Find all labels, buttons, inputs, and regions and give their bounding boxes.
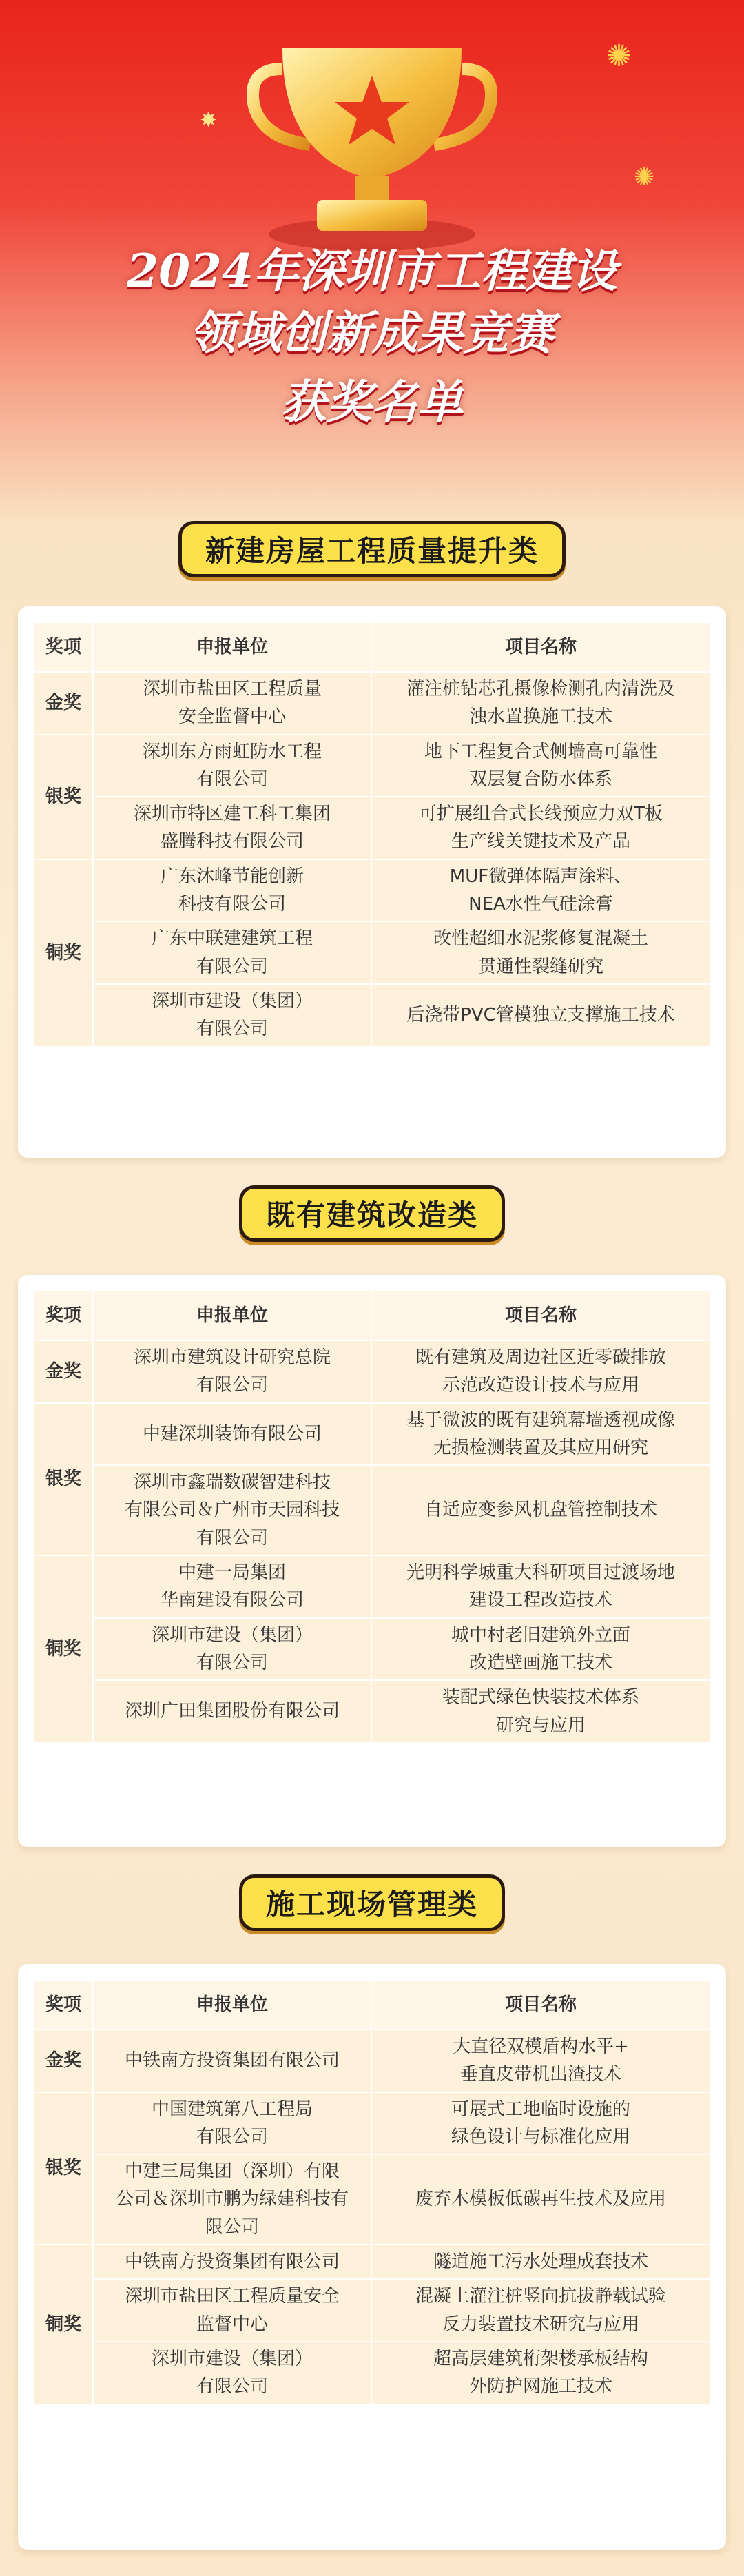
main-title-line-3: 获奖名单 <box>281 375 463 429</box>
project-name-cell <box>371 1555 710 1618</box>
cell-line: 深圳东方雨虹防水工程 <box>142 741 322 762</box>
section-heading-2: 既有建筑改造类 <box>239 1185 505 1242</box>
project-name-cell <box>371 921 710 984</box>
cell-line: 深圳市建设（集团） <box>151 2348 313 2369</box>
trophy-icon <box>234 28 510 255</box>
project-name-cell <box>371 735 710 797</box>
applicant-unit-cell <box>93 1618 371 1681</box>
cell-line: 后浇带PVC管模独立支撑施工技术 <box>406 1005 675 1026</box>
cell-line: 大直径双模盾构水平+ <box>453 2036 629 2057</box>
cell-line: 既有建筑及周边社区近零碳排放 <box>415 1347 666 1368</box>
project-name-cell <box>371 1340 710 1403</box>
cell-line: 广东沐峰节能创新 <box>160 866 304 887</box>
cell-line: 深圳市盐田区工程质量安全 <box>124 2286 340 2307</box>
table-row <box>34 921 710 984</box>
project-name-cell <box>371 2030 710 2092</box>
award-table-card <box>18 1275 726 1847</box>
main-title-line-2: 领域创新成果竞赛 <box>190 306 554 360</box>
table-row <box>34 1680 710 1743</box>
table-header-row <box>34 622 710 672</box>
applicant-unit-cell <box>93 984 371 1047</box>
cell-line: 中国建筑第八工程局 <box>151 2098 313 2120</box>
cell-line: 可展式工地临时设施的 <box>451 2098 630 2120</box>
table-row <box>34 984 710 1047</box>
header-award: 奖项 <box>34 622 93 672</box>
cell-line: 无损检测装置及其应用研究 <box>433 1437 648 1458</box>
award-level: 金奖 <box>34 672 93 735</box>
header-unit: 申报单位 <box>93 1980 371 2030</box>
cell-line: 中铁南方投资集团有限公司 <box>124 2251 340 2273</box>
applicant-unit-cell <box>93 1555 371 1618</box>
cell-line: 盛腾科技有限公司 <box>160 831 304 852</box>
cell-line: 有限公司 <box>196 956 268 977</box>
cell-line: 灌注桩钻芯孔摄像检测孔内清洗及 <box>406 679 675 699</box>
cell-line: 装配式绿色快装技术体系 <box>442 1687 639 1708</box>
header-project: 项目名称 <box>371 1291 710 1340</box>
applicant-unit-cell <box>93 2342 371 2404</box>
cell-line: 隧道施工污水处理成套技术 <box>433 2251 648 2273</box>
cell-line: 安全监督中心 <box>178 706 286 728</box>
applicant-unit-cell <box>93 2030 371 2092</box>
hero-banner <box>0 0 744 510</box>
cell-line: 改性超细水泥浆修复混凝土 <box>433 928 648 950</box>
table-header-row <box>34 1980 710 2030</box>
cell-line: 深圳市盐田区工程质量 <box>142 679 322 699</box>
table-row <box>34 2154 710 2245</box>
applicant-unit-cell <box>93 672 371 735</box>
applicant-unit-cell <box>93 1340 371 1403</box>
table-row <box>34 2030 710 2092</box>
header-award: 奖项 <box>34 1291 93 1340</box>
cell-line: 示范改造设计技术与应用 <box>442 1375 639 1396</box>
cell-line: 深圳市鑫瑞数碳智建科技 <box>133 1472 331 1493</box>
project-name-cell <box>371 2154 710 2245</box>
cell-line: 中建深圳装饰有限公司 <box>142 1423 322 1444</box>
cell-line: 公司＆深圳市鹏为绿建科技有 <box>115 2189 349 2210</box>
award-level: 银奖 <box>34 735 93 859</box>
table-row <box>34 2245 710 2279</box>
applicant-unit-cell <box>93 1465 371 1555</box>
cell-line: NEA水性气硅涂膏 <box>468 894 613 915</box>
table-row <box>34 672 710 735</box>
project-name-cell <box>371 2092 710 2155</box>
header-unit: 申报单位 <box>93 622 371 672</box>
cell-line: 城中村老旧建筑外立面 <box>451 1624 630 1646</box>
table-row <box>34 1465 710 1555</box>
cell-line: 混凝土灌注桩竖向抗拔静载试验 <box>415 2286 666 2307</box>
table-row <box>34 735 710 797</box>
cell-line: 有限公司＆广州市天园科技 <box>124 1500 340 1521</box>
header-unit: 申报单位 <box>93 1291 371 1340</box>
applicant-unit-cell <box>93 2154 371 2245</box>
award-level: 铜奖 <box>34 859 93 1047</box>
award-table-card <box>18 1964 726 2550</box>
award-table-card <box>18 606 726 1158</box>
table-row <box>34 1618 710 1681</box>
section-heading-3: 施工现场管理类 <box>239 1874 505 1931</box>
cell-line: 中建一局集团 <box>178 1562 286 1584</box>
cell-line: 浊水置换施工技术 <box>468 706 612 728</box>
project-name-cell <box>371 984 710 1047</box>
project-name-cell <box>371 2245 710 2279</box>
cell-line: 双层复合防水体系 <box>468 768 612 790</box>
cell-line: 超高层建筑桁架楼承板结构 <box>433 2348 648 2369</box>
cell-line: 基于微波的既有建筑幕墙透视成像 <box>406 1409 675 1431</box>
table-row <box>34 2342 710 2404</box>
project-name-cell <box>371 1618 710 1681</box>
cell-line: 可扩展组合式长线预应力双T板 <box>419 804 663 825</box>
table-row <box>34 1340 710 1403</box>
cell-line: 有限公司 <box>196 1527 268 1548</box>
cell-line: 有限公司 <box>196 768 268 790</box>
cell-line: 绿色设计与标准化应用 <box>451 2126 630 2147</box>
applicant-unit-cell <box>93 2245 371 2279</box>
project-name-cell <box>371 797 710 859</box>
header-project: 项目名称 <box>371 1980 710 2030</box>
award-table <box>33 1979 711 2405</box>
applicant-unit-cell <box>93 1680 371 1743</box>
project-name-cell <box>371 1403 710 1466</box>
table-row <box>34 2092 710 2155</box>
cell-line: 建设工程改造技术 <box>468 1590 612 1611</box>
table-row <box>34 797 710 859</box>
firework-icon: ✸ <box>200 108 218 132</box>
table-header-row <box>34 1291 710 1340</box>
cell-line: 深圳市建设（集团） <box>151 1624 313 1646</box>
cell-line: 有限公司 <box>196 1652 268 1673</box>
cell-line: 深圳市建筑设计研究总院 <box>133 1347 331 1368</box>
cell-line: 自适应变参风机盘管控制技术 <box>424 1500 657 1521</box>
cell-line: 监督中心 <box>196 2313 268 2335</box>
cell-line: 有限公司 <box>196 1375 268 1396</box>
project-name-cell <box>371 859 710 922</box>
applicant-unit-cell <box>93 1403 371 1466</box>
cell-line: 废弃木模板低碳再生技术及应用 <box>415 2189 666 2210</box>
applicant-unit-cell <box>93 921 371 984</box>
table-row <box>34 859 710 922</box>
cell-line: 广东中联建建筑工程 <box>151 928 313 950</box>
table-row <box>34 1555 710 1618</box>
applicant-unit-cell <box>93 2092 371 2155</box>
cell-line: 科技有限公司 <box>178 894 286 915</box>
award-level: 金奖 <box>34 1340 93 1403</box>
cell-line: MUF微弹体隔声涂料、 <box>449 866 632 887</box>
project-name-cell <box>371 672 710 735</box>
applicant-unit-cell <box>93 797 371 859</box>
header-award: 奖项 <box>34 1980 93 2030</box>
cell-line: 有限公司 <box>196 1019 268 1040</box>
cell-line: 深圳市建设（集团） <box>151 990 313 1012</box>
award-level: 银奖 <box>34 1403 93 1555</box>
cell-line: 反力装置技术研究与应用 <box>442 2313 639 2335</box>
cell-line: 中铁南方投资集团有限公司 <box>124 2050 340 2072</box>
header-project: 项目名称 <box>371 622 710 672</box>
award-level: 铜奖 <box>34 2245 93 2404</box>
project-name-cell <box>371 2279 710 2342</box>
cell-line: 贯通性裂缝研究 <box>477 956 603 977</box>
cell-line: 有限公司 <box>196 2376 268 2398</box>
award-table <box>33 622 711 1047</box>
award-table <box>33 1290 711 1744</box>
applicant-unit-cell <box>93 859 371 922</box>
award-level: 银奖 <box>34 2092 93 2245</box>
firework-icon: ✺ <box>606 39 632 74</box>
award-level: 金奖 <box>34 2030 93 2092</box>
cell-line: 限公司 <box>205 2216 259 2238</box>
cell-line: 研究与应用 <box>495 1715 586 1736</box>
project-name-cell <box>371 1465 710 1555</box>
cell-line: 华南建设有限公司 <box>160 1590 304 1611</box>
table-row <box>34 1403 710 1466</box>
table-row <box>34 2279 710 2342</box>
cell-line: 生产线关键技术及产品 <box>451 831 630 852</box>
cell-line: 地下工程复合式侧墙高可靠性 <box>424 741 657 762</box>
applicant-unit-cell <box>93 735 371 797</box>
award-level: 铜奖 <box>34 1555 93 1743</box>
project-name-cell <box>371 1680 710 1743</box>
section-heading-1: 新建房屋工程质量提升类 <box>178 521 566 577</box>
cell-line: 深圳广田集团股份有限公司 <box>124 1701 340 1722</box>
cell-line: 外防护网施工技术 <box>468 2376 612 2398</box>
main-title-line-1: 2024年深圳市工程建设 <box>127 244 617 298</box>
firework-icon: ✺ <box>634 163 655 192</box>
cell-line: 垂直皮带机出渣技术 <box>459 2064 621 2085</box>
cell-line: 光明科学城重大科研项目过渡场地 <box>406 1562 675 1584</box>
project-name-cell <box>371 2342 710 2404</box>
applicant-unit-cell <box>93 2279 371 2342</box>
cell-line: 有限公司 <box>196 2126 268 2147</box>
cell-line: 改造壁画施工技术 <box>468 1652 612 1673</box>
cell-line: 深圳市特区建工科工集团 <box>133 804 331 825</box>
cell-line: 中建三局集团（深圳）有限 <box>124 2161 340 2183</box>
